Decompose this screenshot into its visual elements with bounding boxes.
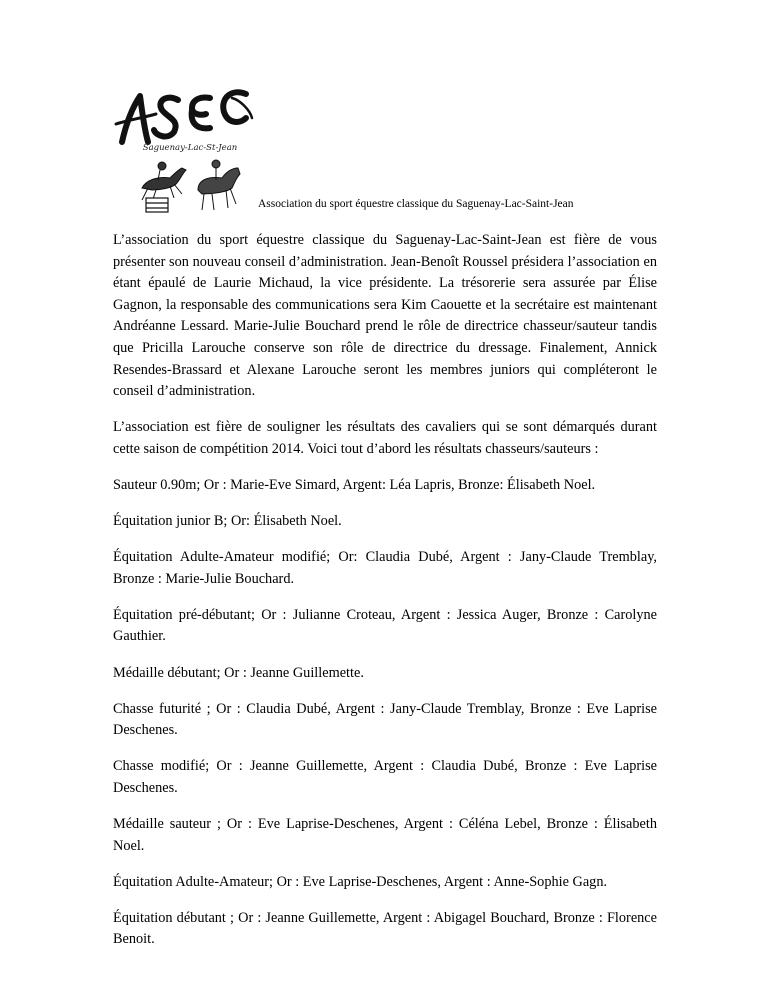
result-line: Équitation junior B; Or: Élisabeth Noel. <box>113 513 342 530</box>
article-body <box>113 230 657 965</box>
result-line: Médaille sauteur ; Or : Eve Laprise-Deschenes, Argent : Céléna Lebel, Bronze : Élisabeth Noel. <box>113 815 657 854</box>
result-line: Médaille débutant; Or : Jeanne Guillemette. <box>113 664 364 681</box>
association-caption: Association du sport équestre classique du Saguenay-Lac-Saint-Jean <box>258 198 574 210</box>
paragraph-board-intro: L’association du sport équestre classique du Saguenay-Lac-Saint-Jean est fière de vous présenter son nouveau conseil d’administration. Jean-Benoît Roussel présidera l’association en étant épaulé de Laurie Michaud, la vice présidente. La trésorerie sera assurée par Élise Gagnon, la responsable des communications sera Kim Caouette et la secrétaire est maintenant Andréanne Lessard. Marie-Julie Bouchard prend le rôle de directrice chasseur/sauteur tandis que Pricilla Larouche conserve son rôle de directrice du dressage. Finalement, Annick Resendes-Brassard et Alexane Larouche seront les membres juniors qui compléteront le conseil d’administration. <box>113 232 657 400</box>
result-line: Équitation pré-débutant; Or : Julianne Croteau, Argent : Jessica Auger, Bronze : Carolyne Gauthier. <box>113 606 657 645</box>
paragraph-results-intro: L’association est fière de souligner les résultats des cavaliers qui se sont démarqués durant cette saison de compétition 2014. Voici tout d’abord les résultats chasseurs/sauteurs : <box>113 419 657 457</box>
result-line: Équitation Adulte-Amateur; Or : Eve Laprise-Deschenes, Argent : Anne-Sophie Gagn. <box>113 873 608 890</box>
logo-subtitle: Saguenay-Lac-St-Jean <box>142 143 238 153</box>
result-line: Sauteur 0.90m; Or : Marie-Eve Simard, Argent: Léa Lapris, Bronze: Élisabeth Noel. <box>113 476 596 493</box>
result-line: Équitation débutant ; Or : Jeanne Guillemette, Argent : Abigagel Bouchard, Bronze : Florence Benoit. <box>113 909 657 948</box>
result-line: Chasse modifié; Or : Jeanne Guillemette, Argent : Claudia Dubé, Bronze : Eve Laprise Deschenes. <box>113 758 657 796</box>
result-line: Équitation Adulte-Amateur modifié; Or: Claudia Dubé, Argent : Jany-Claude Tremblay, Bronze : Marie-Julie Bouchard. <box>113 549 657 587</box>
association-logo <box>112 84 258 216</box>
result-line: Chasse futurité ; Or : Claudia Dubé, Argent : Jany-Claude Tremblay, Bronze : Eve Laprise Deschenes. <box>113 700 657 739</box>
